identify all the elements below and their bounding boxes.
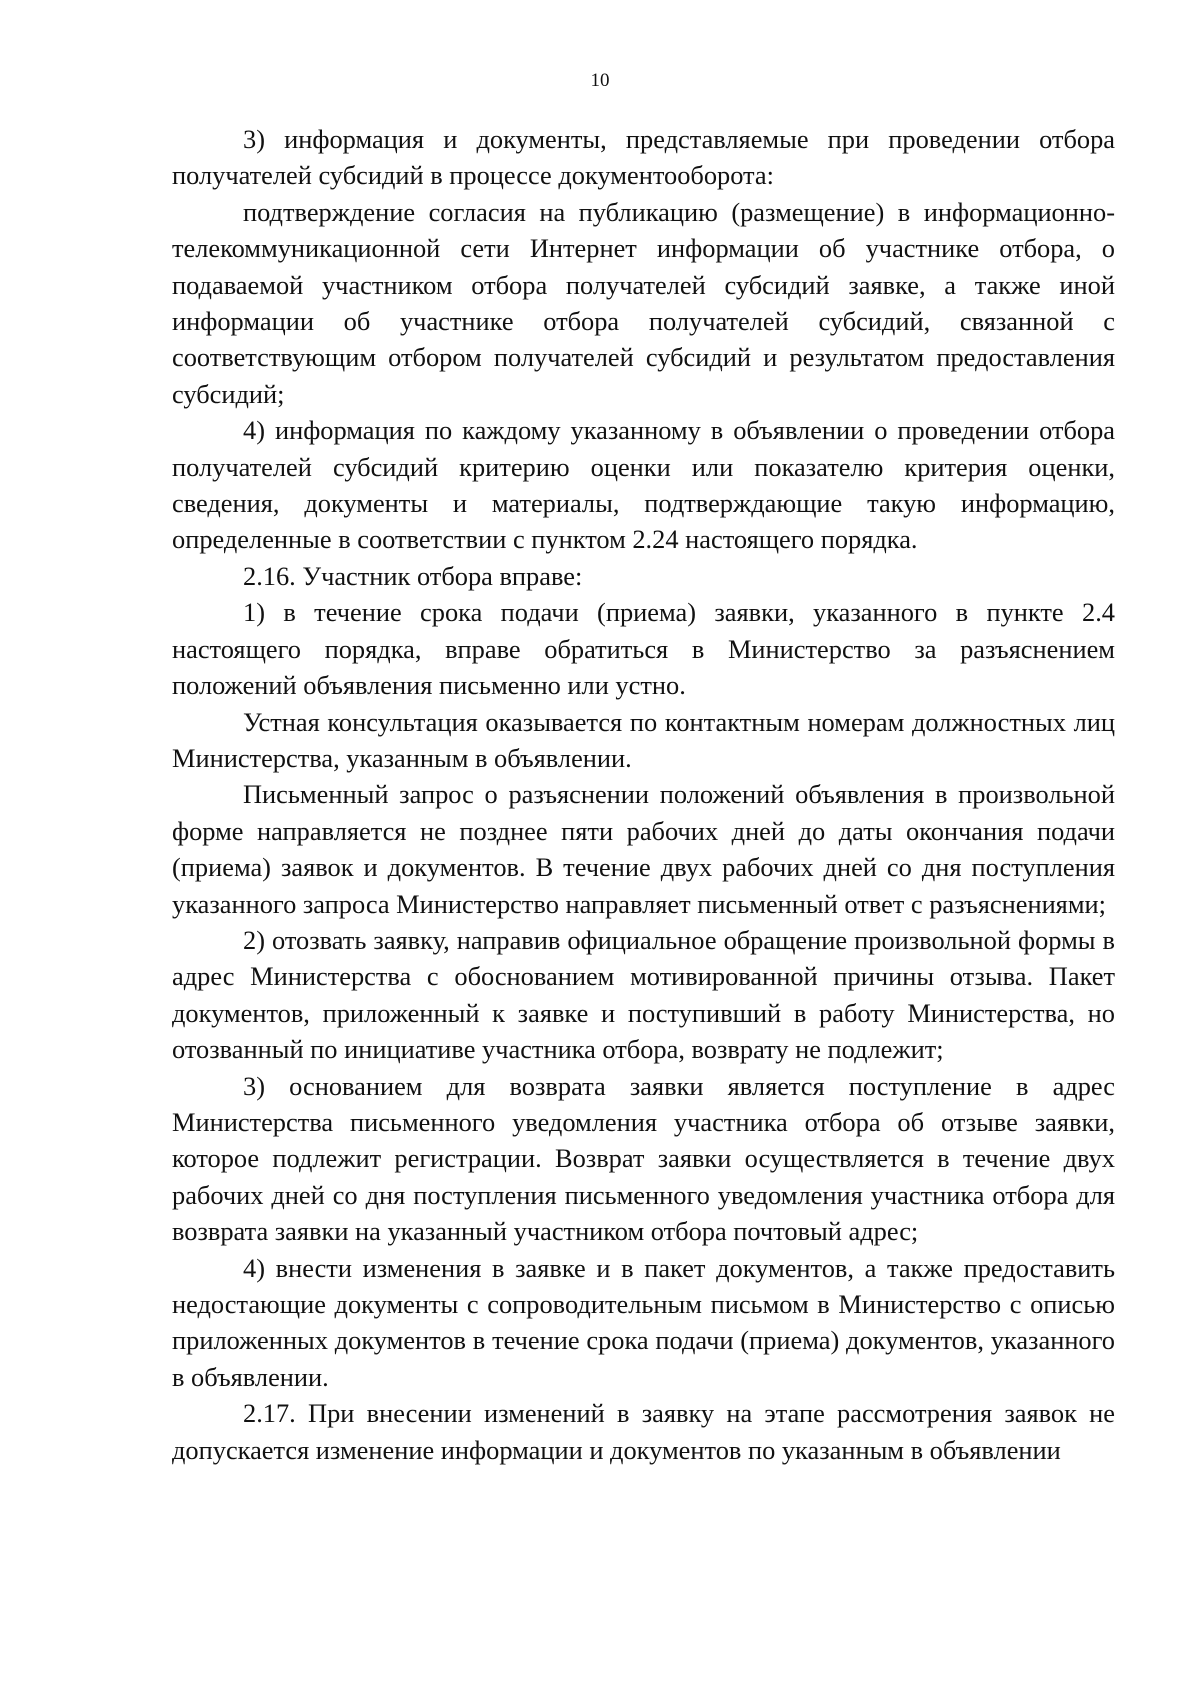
paragraph-item-3-return-application: 3) основанием для возврата заявки является поступление в адрес Министерства письменного уведомления участника отбора об отзыве заявки, которое подлежит регистрации. Возврат заявки осуществляется в течение двух рабочих дней со дня поступления письменного уведомления участника отбора для возврата заявки на указанный участником отбора почтовый адрес;	[172, 1070, 1115, 1247]
paragraph-item-1-clarification-request: 1) в течение срока подачи (приема) заявки, указанного в пункте 2.4 настоящего порядка, вправе обратиться в Министерство за разъяснением положений объявления письменно или устно.	[172, 597, 1115, 701]
paragraph-item-3-information: 3) информация и документы, представляемые при проведении отбора получателей субсидий в процессе документооборота:	[172, 124, 1115, 191]
paragraph-oral-consultation: Устная консультация оказывается по контактным номерам должностных лиц Министерства, указанным в объявлении.	[172, 706, 1115, 773]
paragraph-item-4-criteria-information: 4) информация по каждому указанному в объявлении о проведении отбора получателей субсидий критерию оценки или показателю критерия оценки, сведения, документы и материалы, подтверждающие такую информацию, определенные в соответствии с пунктом 2.24 настоящего порядка.	[172, 415, 1115, 555]
document-body	[172, 121, 1115, 1468]
paragraph-written-request: Письменный запрос о разъяснении положений объявления в произвольной форме направляется не позднее пяти рабочих дней до даты окончания подачи (приема) заявок и документов. В течение двух рабочих дней со дня поступления указанного запроса Министерство направляет письменный ответ с разъяснениями;	[172, 779, 1115, 919]
paragraph-section-2-17: 2.17. При внесении изменений в заявку на этапе рассмотрения заявок не допускается изменение информации и документов по указанным в объявлении	[172, 1398, 1115, 1465]
paragraph-item-2-withdraw-application: 2) отозвать заявку, направив официальное обращение произвольной формы в адрес Министерства с обоснованием мотивированной причины отзыва. Пакет документов, приложенный к заявке и поступивший в работу Министерства, но отозванный по инициативе участника отбора, возврату не подлежит;	[172, 924, 1115, 1065]
paragraph-section-2-16: 2.16. Участник отбора вправе:	[243, 560, 583, 591]
paragraph-publication-consent: подтверждение согласия на публикацию (размещение) в информационно-телекоммуникационной сети Интернет информации об участнике отбора, о подаваемой участником отбора получателей субсидий заявке, а также иной информации об участнике отбора получателей субсидий, связанной с соответствующим отбором получателей субсидий и результатом предоставления субсидий;	[172, 196, 1115, 409]
page-number: 10	[590, 70, 610, 91]
paragraph-item-4-amend-application: 4) внести изменения в заявке и в пакет документов, а также предоставить недостающие документы с сопроводительным письмом в Министерство с описью приложенных документов в течение срока подачи (приема) документов, указанного в объявлении.	[172, 1252, 1115, 1392]
